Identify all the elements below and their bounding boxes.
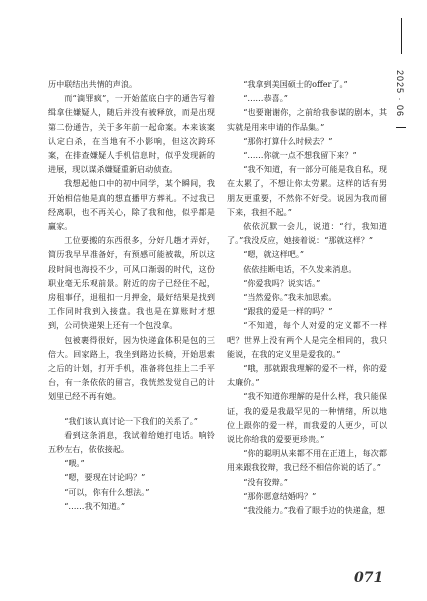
paragraph: “……你就一点不想我留下来？”	[243, 150, 357, 161]
paragraph: “我没能力。”我看了眼手边的快递盒，想	[243, 505, 386, 516]
paragraph: 工位要搬的东西很多，分好几趟才弄好，简历我早早准备好，有预感可能被裁，所以这段时间也海投不少，可风口渐弱的时代，这份职业毫无乐观前景。附近的房子已经住不起，房租事仔，退租扣一月押金，最好结果是找到工作同时我到入接盘。我也是在算账时才想到，公司快递架上还有一个包没拿。	[48, 235, 215, 331]
paragraph: “你的聪明从来都不用在正道上，每次都用来跟我狡辩，我已经不相信你说的话了。”	[227, 448, 387, 473]
left-column	[48, 77, 215, 513]
paragraph: “我不知道你理解的是什么样，我只能保证，我的爱是我最罕见的一种情绪，所以地位上跟你的爱一样，而我爱的人更少，可以说比你给我的爱要更珍贵。”	[227, 391, 387, 445]
paragraph: 历中联结出共情的声浪。	[48, 79, 138, 89]
paragraph: 看到这条消息，我试着给她打电话。响铃五秒左右，依依接起。	[48, 429, 215, 455]
paragraph: “嗯，就这样吧。”	[243, 249, 305, 260]
paragraph: 包被裹得很好，因为快递盒体积是包的三倍大。回家路上，我坐到路边长椅，开始思索之后的计划，打开手机，准备将包挂上二手平台，有一条依依的留言，我恍然发觉自己的计划里已经不再有她。	[48, 334, 215, 402]
section-gap	[48, 404, 215, 414]
paragraph: 依依挂断电话，不久发来消息。	[243, 263, 357, 274]
paragraph: “……恭喜。”	[243, 93, 288, 104]
paragraph: “嗯，要现在讨论吗？”	[64, 472, 146, 483]
paragraph: 我想起他口中的初中同学，某个瞬间，我开始相信他是真的想直播甲方葬礼。不过我已经离职，也不再关心，除了我和他，似乎都是赢家。	[48, 178, 215, 232]
paragraph: “哦，那就跟我理解的爱不一样，你的爱太廉价。”	[227, 363, 387, 388]
paragraph: 依依沉默一会儿，说道：“行，我知道了。”我没反应，她接着说：“那就这样？”	[227, 221, 387, 246]
paragraph: “喂。”	[64, 458, 85, 469]
paragraph: “可以，你有什么想法。”	[64, 486, 150, 497]
paragraph: “那你打算什么时候去？”	[243, 135, 333, 146]
paragraph: “我们该认真讨论一下我们的关系了。”	[64, 415, 198, 426]
right-column	[227, 77, 387, 517]
paragraph: “我不知道，有一部分可能是我自私，现在太累了，不想让你太劳累。这样的话有男朋友更重要，不然你不好受。说因为我而留下来，我担不起。”	[227, 164, 387, 217]
sidebar-rule-tick	[396, 127, 406, 128]
paragraph: “我拿到美国硕士的offer了。”	[243, 79, 348, 89]
paragraph: “那你愿意结婚吗？”	[243, 490, 317, 501]
paragraph: “不知道，每个人对爱的定义都不一样吧？世界上没有两个人是完全相同的，我只能说，在我的定义里是爱我的。”	[227, 320, 387, 359]
paragraph: “你爱我吗？说实话。”	[243, 277, 321, 288]
paragraph: “……我不知道。”	[64, 500, 126, 511]
issue-year-label: 2025 · 06	[395, 70, 405, 118]
paragraph: “当然爱你。”我未加思索。	[243, 292, 337, 303]
paragraph: “没有狡辩。”	[243, 476, 288, 487]
sidebar-rule-top	[401, 18, 402, 54]
page-number: 071	[354, 570, 384, 586]
paragraph: “也要谢谢你，之前给我参谋的剧本，其实就是用来申请的作品集。”	[227, 107, 387, 132]
paragraph: 而“滴罪疯”，一开始蓝底白字的通告写着缉拿住嫌疑人，随后并没有被释放，而是出现第二份通告，关于多年前一起命案。本来该案认定白杀，在当地有不小影响，但这次跨环案，在排查嫌疑人手机信息时，似乎发现新的进展，现以谋杀嫌疑重新启动侦查。	[48, 93, 215, 175]
paragraph: “跟我的爱是一样的吗？”	[243, 306, 333, 317]
